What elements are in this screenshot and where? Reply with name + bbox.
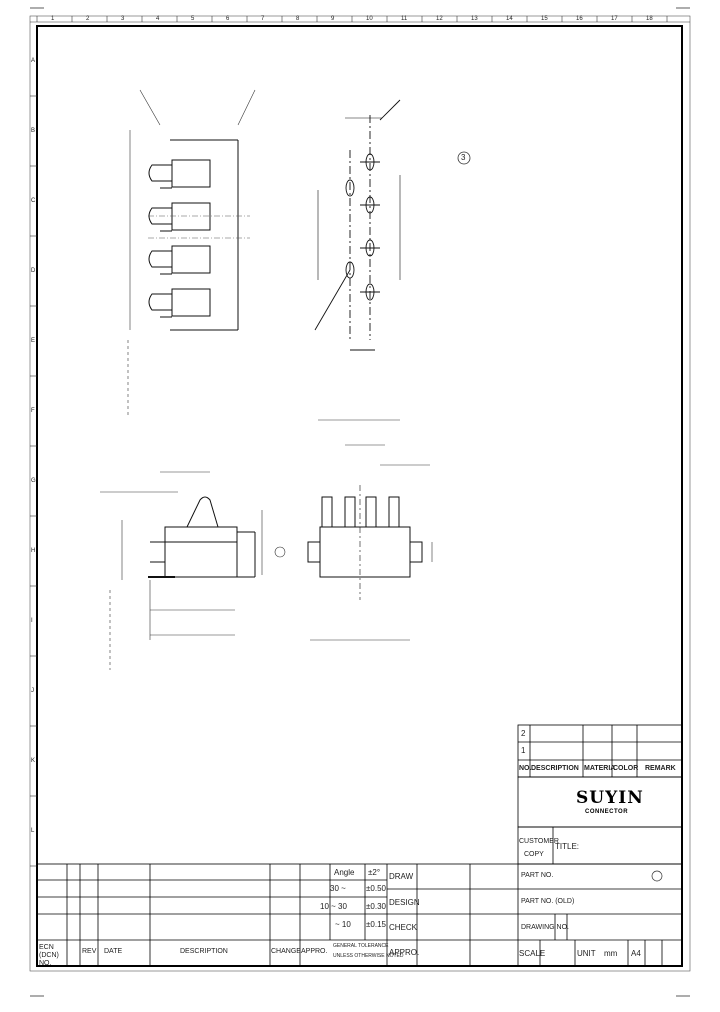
ruler-num: 17 <box>611 16 618 22</box>
unless-noted-label: UNLESS OTHERWISE NOTED <box>333 953 404 959</box>
copy-label: COPY <box>524 851 544 858</box>
bom-header-material: MATERIA <box>584 765 616 772</box>
ruler-num: 4 <box>156 16 160 22</box>
top-ruler <box>30 16 690 22</box>
bom-header-remark: REMARK <box>645 765 676 772</box>
pcb-layout <box>315 100 400 350</box>
front-view <box>149 140 238 330</box>
ruler-letter: K <box>31 758 36 764</box>
unit-value: mm <box>604 949 618 958</box>
part-no-old-label: PART NO. (OLD) <box>521 898 575 905</box>
ruler-letter: G <box>31 478 36 484</box>
tolerance-angle-label: Angle <box>334 868 355 877</box>
ruler-num: 3 <box>121 16 125 22</box>
ruler-letter: A <box>31 58 36 64</box>
general-tolerance-label: GENERAL TOLERANCE <box>333 943 389 949</box>
bom-row-1-no: 1 <box>521 746 526 755</box>
ruler-num: 1 <box>51 16 55 22</box>
ecn-label: ECN (DCN) NO. <box>39 944 59 967</box>
ruler-num: 12 <box>436 16 443 22</box>
ruler-num: 2 <box>86 16 90 22</box>
inner-frame <box>37 26 682 966</box>
front-view-dims <box>128 90 255 415</box>
top-view-dims <box>310 420 432 640</box>
ruler-letter: H <box>31 548 36 554</box>
side-view-dims <box>100 472 285 670</box>
company-logo-sub: CONNECTOR <box>585 809 629 815</box>
title-label: TITLE: <box>555 842 580 851</box>
ruler-num: 18 <box>646 16 653 22</box>
ruler-num: 14 <box>506 16 513 22</box>
tolerance-range: 30 ~ <box>330 884 346 893</box>
circled-mark: 3 <box>461 153 466 162</box>
ruler-num: 15 <box>541 16 548 22</box>
ruler-letter: F <box>31 408 35 414</box>
bom-header-no: NO. <box>519 765 532 772</box>
bom-row-2-no: 2 <box>521 729 526 738</box>
ruler-num: 5 <box>191 16 195 22</box>
ruler-num: 13 <box>471 16 478 22</box>
draw-label: DRAW <box>389 872 414 881</box>
change-label: CHANGE <box>271 948 301 955</box>
customer-label: CUSTOMER <box>519 838 559 845</box>
ruler-letter: C <box>31 198 36 204</box>
tolerance-range: 10 ~ 30 <box>320 902 347 911</box>
tolerance-angle-value: ±2° <box>368 868 381 877</box>
ruler-num: 7 <box>261 16 265 22</box>
side-view <box>148 497 255 577</box>
outer-frame <box>30 16 690 971</box>
size-value: A4 <box>631 949 641 958</box>
bom-header-color: COLOR <box>613 765 639 772</box>
bom-header-description: DESCRIPTION <box>531 765 579 772</box>
ruler-letter: L <box>31 828 35 834</box>
tolerance-value: ±0.30 <box>366 902 386 911</box>
ruler-num: 8 <box>296 16 300 22</box>
ruler-letter: J <box>31 688 34 694</box>
tolerance-value: ±0.15 <box>366 920 386 929</box>
scale-label: SCALE <box>519 949 546 958</box>
check-label: CHECK <box>389 923 418 932</box>
appro-column-label: APPRO. <box>301 948 328 955</box>
ruler-letter: B <box>31 128 36 134</box>
ruler-num: 6 <box>226 16 230 22</box>
ruler-letter: E <box>31 338 36 344</box>
part-no-label: PART NO. <box>521 872 554 879</box>
appro-label: APPRO. <box>389 948 420 957</box>
tolerance-value: ±0.50 <box>366 884 386 893</box>
ruler-num: 9 <box>331 16 335 22</box>
drawing-no-label: DRAWING NO. <box>521 924 569 931</box>
description-label: DESCRIPTION <box>180 948 228 955</box>
company-logo: SUYIN <box>576 788 644 808</box>
rev-label: REV <box>82 948 97 955</box>
date-label: DATE <box>104 948 123 955</box>
tolerance-range: ~ 10 <box>335 920 351 929</box>
ruler-num: 11 <box>401 16 408 22</box>
ruler-num: 16 <box>576 16 583 22</box>
ruler-letter: I <box>31 618 33 624</box>
ruler-letter: D <box>31 268 36 274</box>
top-view <box>308 485 422 600</box>
design-label: DESIGN <box>389 898 420 907</box>
unit-label: UNIT <box>577 949 596 958</box>
ruler-num: 10 <box>366 16 373 22</box>
